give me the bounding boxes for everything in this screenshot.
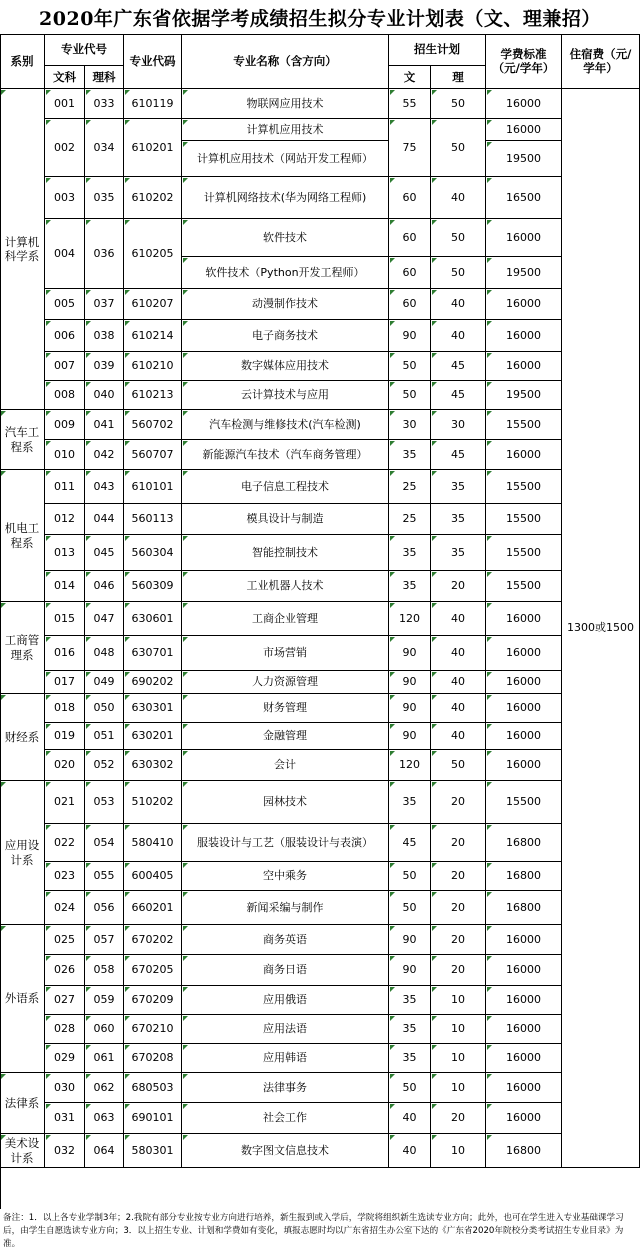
major-name-cell: 商务英语: [182, 925, 389, 955]
plan-sci-cell: 50: [431, 257, 486, 289]
sci-code-cell: 033: [85, 89, 124, 119]
tuition-cell: 16000: [486, 955, 562, 986]
sci-code-cell: 056: [85, 891, 124, 925]
page-title: 2020年广东省依据学考成绩招生拟分专业计划表（文、理兼招）: [39, 7, 601, 30]
major-name-cell: 人力资源管理: [182, 671, 389, 694]
major-name-cell: 计算机应用技术（网站开发工程师）: [182, 141, 389, 177]
plan-sci-cell: 10: [431, 1015, 486, 1044]
major-code-cell: 680503: [124, 1073, 182, 1103]
header-major-no: 专业代号: [45, 34, 124, 66]
major-name-cell: 物联网应用技术: [182, 89, 389, 119]
major-code-cell: 670210: [124, 1015, 182, 1044]
header-code: 专业代码: [124, 34, 182, 89]
sci-code-cell: 054: [85, 824, 124, 862]
plan-arts-cell: 120: [389, 750, 431, 781]
department-cell: 计算机科学系: [0, 89, 45, 410]
major-name-cell: 计算机网络技术(华为网络工程师): [182, 177, 389, 219]
major-code-cell: 610205: [124, 219, 182, 289]
tuition-cell: 16000: [486, 723, 562, 750]
major-code-cell: 630301: [124, 694, 182, 723]
major-code-cell: 560702: [124, 410, 182, 440]
sci-code-cell: 057: [85, 925, 124, 955]
sci-code-cell: 044: [85, 504, 124, 535]
plan-sci-cell: 10: [431, 1134, 486, 1168]
plan-arts-cell: 35: [389, 440, 431, 470]
sci-code-cell: 038: [85, 320, 124, 352]
plan-arts-cell: 90: [389, 636, 431, 671]
plan-sci-cell: 20: [431, 891, 486, 925]
major-name-cell: 商务日语: [182, 955, 389, 986]
sci-code-cell: 052: [85, 750, 124, 781]
sci-code-cell: 043: [85, 470, 124, 504]
arts-code-cell: 025: [45, 925, 85, 955]
arts-code-cell: 026: [45, 955, 85, 986]
major-code-cell: 630201: [124, 723, 182, 750]
tuition-cell: 16000: [486, 636, 562, 671]
arts-code-cell: 006: [45, 320, 85, 352]
arts-code-cell: 003: [45, 177, 85, 219]
arts-code-cell: 021: [45, 781, 85, 824]
arts-code-cell: 027: [45, 986, 85, 1015]
arts-code-cell: 016: [45, 636, 85, 671]
plan-sci-cell: 20: [431, 862, 486, 891]
major-code-cell: 610101: [124, 470, 182, 504]
major-name-cell: 汽车检测与维修技术(汽车检测): [182, 410, 389, 440]
arts-code-cell: 009: [45, 410, 85, 440]
arts-code-cell: 018: [45, 694, 85, 723]
tuition-cell: 16000: [486, 925, 562, 955]
arts-code-cell: 005: [45, 289, 85, 320]
plan-arts-cell: 75: [389, 119, 431, 177]
sci-code-cell: 063: [85, 1103, 124, 1134]
header-sci: 理科: [85, 66, 124, 89]
plan-sci-cell: 20: [431, 781, 486, 824]
major-code-cell: 610119: [124, 89, 182, 119]
arts-code-cell: 028: [45, 1015, 85, 1044]
major-name-cell: 云计算技术与应用: [182, 381, 389, 410]
plan-arts-cell: 90: [389, 723, 431, 750]
plan-sci-cell: 10: [431, 1044, 486, 1073]
header-plan: 招生计划: [389, 34, 486, 66]
major-code-cell: 580301: [124, 1134, 182, 1168]
plan-arts-cell: 50: [389, 1073, 431, 1103]
plan-sci-cell: 40: [431, 694, 486, 723]
plan-sci-cell: 40: [431, 723, 486, 750]
sci-code-cell: 048: [85, 636, 124, 671]
major-name-cell: 计算机应用技术: [182, 119, 389, 141]
plan-arts-cell: 60: [389, 177, 431, 219]
plan-arts-cell: 50: [389, 862, 431, 891]
plan-arts-cell: 35: [389, 535, 431, 571]
major-code-cell: 670208: [124, 1044, 182, 1073]
sci-code-cell: 060: [85, 1015, 124, 1044]
department-cell: 工商管理系: [0, 602, 45, 694]
major-code-cell: 560304: [124, 535, 182, 571]
sci-code-cell: 047: [85, 602, 124, 636]
plan-sci-cell: 35: [431, 504, 486, 535]
sci-code-cell: 046: [85, 571, 124, 602]
department-cell: 机电工程系: [0, 470, 45, 602]
major-code-cell: 690101: [124, 1103, 182, 1134]
plan-arts-cell: 50: [389, 352, 431, 381]
arts-code-cell: 023: [45, 862, 85, 891]
sci-code-cell: 059: [85, 986, 124, 1015]
tuition-cell: 15500: [486, 535, 562, 571]
sci-code-cell: 045: [85, 535, 124, 571]
plan-arts-cell: 40: [389, 1103, 431, 1134]
sci-code-cell: 039: [85, 352, 124, 381]
plan-sci-cell: 40: [431, 636, 486, 671]
major-code-cell: 610213: [124, 381, 182, 410]
tuition-cell: 16000: [486, 352, 562, 381]
major-name-cell: 数字媒体应用技术: [182, 352, 389, 381]
sci-code-cell: 050: [85, 694, 124, 723]
tuition-cell: 16000: [486, 1015, 562, 1044]
major-code-cell: 610210: [124, 352, 182, 381]
sci-code-cell: 036: [85, 219, 124, 289]
sci-code-cell: 058: [85, 955, 124, 986]
tuition-cell: 15500: [486, 410, 562, 440]
arts-code-cell: 008: [45, 381, 85, 410]
tuition-cell: 15500: [486, 781, 562, 824]
tuition-cell: 16000: [486, 986, 562, 1015]
arts-code-cell: 029: [45, 1044, 85, 1073]
major-code-cell: 610214: [124, 320, 182, 352]
arts-code-cell: 017: [45, 671, 85, 694]
plan-sci-cell: 10: [431, 1073, 486, 1103]
footnote: 备注：1．以上各专业学制3年；2.我院有部分专业按专业方向进行培养，新生报到或入学后，学院将组织新生选读专业方向；此外，也可在学生进入专业基础课学习后，由学生自愿选读专业方向；3．以上招生专业、计划和学费如有变化，填报志愿时均以广东省招生办公室下达的《广东省2020年院校分类考试招生专业目录》为准。: [3, 1213, 624, 1249]
tuition-cell: 15500: [486, 504, 562, 535]
tuition-cell: 19500: [486, 141, 562, 177]
plan-arts-cell: 60: [389, 219, 431, 257]
arts-code-cell: 031: [45, 1103, 85, 1134]
plan-sci-cell: 10: [431, 986, 486, 1015]
sci-code-cell: 037: [85, 289, 124, 320]
sci-code-cell: 055: [85, 862, 124, 891]
major-name-cell: 社会工作: [182, 1103, 389, 1134]
header-plan-sci: 理: [431, 66, 486, 89]
sci-code-cell: 053: [85, 781, 124, 824]
plan-arts-cell: 45: [389, 824, 431, 862]
tuition-cell: 16000: [486, 694, 562, 723]
arts-code-cell: 013: [45, 535, 85, 571]
major-code-cell: 660201: [124, 891, 182, 925]
header-dept: 系别: [0, 34, 45, 89]
plan-sci-cell: 20: [431, 824, 486, 862]
major-name-cell: 智能控制技术: [182, 535, 389, 571]
arts-code-cell: 011: [45, 470, 85, 504]
department-cell: 应用设计系: [0, 781, 45, 925]
major-name-cell: 软件技术: [182, 219, 389, 257]
plan-arts-cell: 35: [389, 571, 431, 602]
plan-sci-cell: 50: [431, 89, 486, 119]
major-code-cell: 670205: [124, 955, 182, 986]
tuition-cell: 16000: [486, 320, 562, 352]
tuition-cell: 16800: [486, 1134, 562, 1168]
plan-sci-cell: 45: [431, 381, 486, 410]
major-code-cell: 610207: [124, 289, 182, 320]
major-name-cell: 金融管理: [182, 723, 389, 750]
sci-code-cell: 051: [85, 723, 124, 750]
tuition-cell: 19500: [486, 257, 562, 289]
plan-arts-cell: 90: [389, 320, 431, 352]
tuition-cell: 16800: [486, 824, 562, 862]
major-name-cell: 新能源汽车技术（汽车商务管理）: [182, 440, 389, 470]
dorm-fee-cell: 1300或1500: [562, 89, 640, 1168]
major-code-cell: 630601: [124, 602, 182, 636]
header-plan-arts: 文: [389, 66, 431, 89]
major-code-cell: 560113: [124, 504, 182, 535]
arts-code-cell: 004: [45, 219, 85, 289]
plan-sci-cell: 50: [431, 219, 486, 257]
plan-sci-cell: 20: [431, 571, 486, 602]
major-code-cell: 670202: [124, 925, 182, 955]
sci-code-cell: 064: [85, 1134, 124, 1168]
plan-arts-cell: 90: [389, 671, 431, 694]
major-name-cell: 园林技术: [182, 781, 389, 824]
department-cell: 法律系: [0, 1073, 45, 1134]
plan-sci-cell: 40: [431, 671, 486, 694]
major-name-cell: 空中乘务: [182, 862, 389, 891]
plan-sci-cell: 45: [431, 440, 486, 470]
tuition-cell: 16000: [486, 289, 562, 320]
sci-code-cell: 041: [85, 410, 124, 440]
major-code-cell: 670209: [124, 986, 182, 1015]
tuition-cell: 16800: [486, 891, 562, 925]
arts-code-cell: 001: [45, 89, 85, 119]
plan-sci-cell: 40: [431, 289, 486, 320]
major-name-cell: 工商企业管理: [182, 602, 389, 636]
plan-arts-cell: 90: [389, 955, 431, 986]
major-code-cell: 630302: [124, 750, 182, 781]
plan-sci-cell: 50: [431, 119, 486, 177]
arts-code-cell: 014: [45, 571, 85, 602]
header-arts: 文科: [45, 66, 85, 89]
plan-sci-cell: 40: [431, 320, 486, 352]
major-code-cell: 600405: [124, 862, 182, 891]
department-cell: 外语系: [0, 925, 45, 1073]
tuition-cell: 19500: [486, 381, 562, 410]
plan-sci-cell: 20: [431, 1103, 486, 1134]
plan-arts-cell: 25: [389, 504, 431, 535]
tuition-cell: 16000: [486, 1044, 562, 1073]
plan-arts-cell: 35: [389, 1015, 431, 1044]
major-name-cell: 动漫制作技术: [182, 289, 389, 320]
plan-arts-cell: 90: [389, 925, 431, 955]
major-name-cell: 模具设计与制造: [182, 504, 389, 535]
enrollment-plan-table: [0, 34, 640, 1209]
plan-arts-cell: 30: [389, 410, 431, 440]
major-code-cell: 560707: [124, 440, 182, 470]
plan-sci-cell: 20: [431, 955, 486, 986]
major-name-cell: 数字图文信息技术: [182, 1134, 389, 1168]
plan-arts-cell: 60: [389, 289, 431, 320]
tuition-cell: 16500: [486, 177, 562, 219]
arts-code-cell: 022: [45, 824, 85, 862]
arts-code-cell: 020: [45, 750, 85, 781]
sci-code-cell: 062: [85, 1073, 124, 1103]
major-code-cell: 610201: [124, 119, 182, 177]
tuition-cell: 16000: [486, 671, 562, 694]
plan-arts-cell: 35: [389, 1044, 431, 1073]
arts-code-cell: 030: [45, 1073, 85, 1103]
arts-code-cell: 002: [45, 119, 85, 177]
major-code-cell: 510202: [124, 781, 182, 824]
tuition-cell: 16000: [486, 602, 562, 636]
major-name-cell: 新闻采编与制作: [182, 891, 389, 925]
plan-sci-cell: 20: [431, 925, 486, 955]
header-fee: 学费标准（元/学年）: [486, 34, 562, 89]
header-name: 专业名称（含方向）: [182, 34, 389, 89]
plan-arts-cell: 50: [389, 381, 431, 410]
major-name-cell: 服装设计与工艺（服装设计与表演）: [182, 824, 389, 862]
tuition-cell: 16000: [486, 119, 562, 141]
major-code-cell: 560309: [124, 571, 182, 602]
plan-arts-cell: 50: [389, 891, 431, 925]
plan-arts-cell: 35: [389, 986, 431, 1015]
major-name-cell: 电子信息工程技术: [182, 470, 389, 504]
sci-code-cell: 049: [85, 671, 124, 694]
arts-code-cell: 010: [45, 440, 85, 470]
header-dorm: 住宿费（元/学年）: [562, 34, 640, 89]
plan-sci-cell: 40: [431, 177, 486, 219]
plan-sci-cell: 30: [431, 410, 486, 440]
plan-arts-cell: 120: [389, 602, 431, 636]
plan-arts-cell: 55: [389, 89, 431, 119]
major-code-cell: 690202: [124, 671, 182, 694]
plan-sci-cell: 45: [431, 352, 486, 381]
sci-code-cell: 061: [85, 1044, 124, 1073]
major-name-cell: 法律事务: [182, 1073, 389, 1103]
plan-arts-cell: 40: [389, 1134, 431, 1168]
plan-sci-cell: 40: [431, 602, 486, 636]
plan-sci-cell: 35: [431, 535, 486, 571]
sci-code-cell: 042: [85, 440, 124, 470]
tuition-cell: 16000: [486, 1103, 562, 1134]
tuition-cell: 16000: [486, 750, 562, 781]
arts-code-cell: 019: [45, 723, 85, 750]
arts-code-cell: 007: [45, 352, 85, 381]
tuition-cell: 16000: [486, 1073, 562, 1103]
sci-code-cell: 035: [85, 177, 124, 219]
plan-arts-cell: 25: [389, 470, 431, 504]
plan-sci-cell: 50: [431, 750, 486, 781]
major-name-cell: 软件技术（Python开发工程师）: [182, 257, 389, 289]
arts-code-cell: 024: [45, 891, 85, 925]
department-cell: 汽车工程系: [0, 410, 45, 470]
major-name-cell: 工业机器人技术: [182, 571, 389, 602]
department-cell: 美术设计系: [0, 1134, 45, 1168]
tuition-cell: 16000: [486, 89, 562, 119]
tuition-cell: 15500: [486, 470, 562, 504]
major-name-cell: 会计: [182, 750, 389, 781]
major-name-cell: 市场营销: [182, 636, 389, 671]
major-name-cell: 应用韩语: [182, 1044, 389, 1073]
arts-code-cell: 012: [45, 504, 85, 535]
arts-code-cell: 015: [45, 602, 85, 636]
sci-code-cell: 040: [85, 381, 124, 410]
major-code-cell: 580410: [124, 824, 182, 862]
sci-code-cell: 034: [85, 119, 124, 177]
major-name-cell: 财务管理: [182, 694, 389, 723]
tuition-cell: 16000: [486, 219, 562, 257]
plan-arts-cell: 35: [389, 781, 431, 824]
tuition-cell: 16800: [486, 862, 562, 891]
major-code-cell: 630701: [124, 636, 182, 671]
major-code-cell: 610202: [124, 177, 182, 219]
plan-arts-cell: 90: [389, 694, 431, 723]
major-name-cell: 应用法语: [182, 1015, 389, 1044]
major-name-cell: 电子商务技术: [182, 320, 389, 352]
plan-sci-cell: 35: [431, 470, 486, 504]
arts-code-cell: 032: [45, 1134, 85, 1168]
tuition-cell: 16000: [486, 440, 562, 470]
plan-arts-cell: 60: [389, 257, 431, 289]
tuition-cell: 15500: [486, 571, 562, 602]
major-name-cell: 应用俄语: [182, 986, 389, 1015]
department-cell: 财经系: [0, 694, 45, 781]
